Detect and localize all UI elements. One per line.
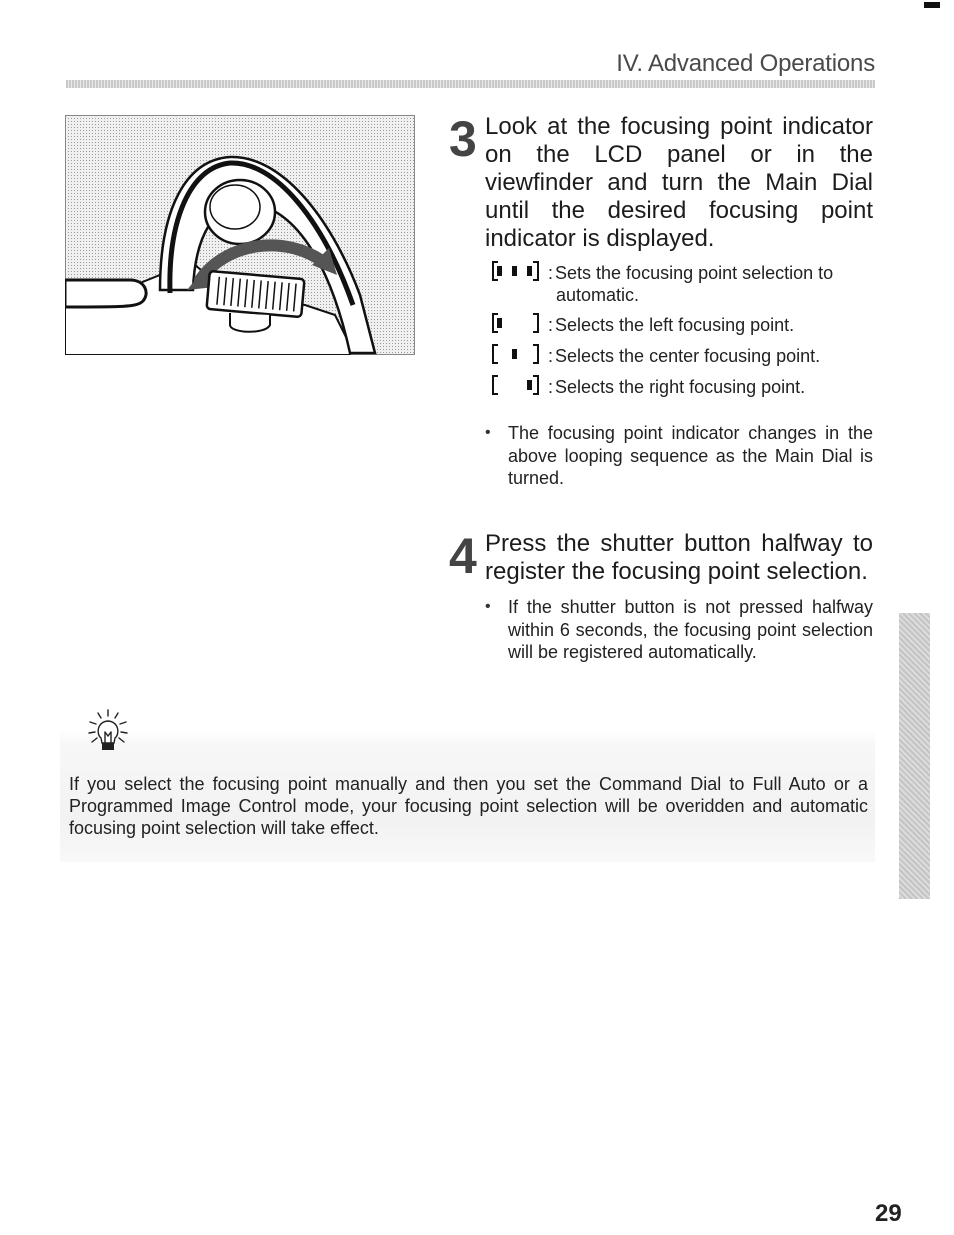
bracket-right xyxy=(533,262,538,280)
indicator-description: Selects the center focusing point. xyxy=(555,346,821,366)
section-title-rule xyxy=(66,80,875,88)
step-number-3: 3 xyxy=(449,111,477,167)
focus-point-mark xyxy=(497,318,502,328)
step-4-note: If the shutter button is not pressed halfway within 6 seconds, the focusing point selection will be registered automatically. xyxy=(508,597,873,662)
indicator-row-auto: : Sets the focusing point selection to automatic. xyxy=(491,258,881,310)
focus-point-mark xyxy=(512,266,517,276)
bracket-right xyxy=(533,345,538,363)
indicator-description: Sets the focusing point selection to automatic. xyxy=(555,263,834,305)
corner-registration-mark xyxy=(924,2,940,8)
indicator-description: Selects the left focusing point. xyxy=(555,315,795,335)
focusing-point-indicator-list xyxy=(491,258,881,403)
focus-point-mark xyxy=(512,349,517,359)
focus-point-mark xyxy=(527,266,532,276)
indicator-description: Selects the right focusing point. xyxy=(555,377,806,397)
lightbulb-icon xyxy=(86,708,130,754)
indicator-row-left: : Selects the left focusing point. xyxy=(491,310,881,341)
bracket-right xyxy=(533,314,538,332)
step-3-instruction: Look at the focusing point indicator on the LCD panel or in the viewfinder and turn the Main Dial until the desired focusing point indicator is displayed. xyxy=(485,113,873,252)
indicator-row-center: : Selects the center focusing point. xyxy=(491,341,881,372)
step-number-4: 4 xyxy=(449,528,477,584)
bracket-left xyxy=(493,345,498,363)
bullet-icon: • xyxy=(485,598,491,615)
focus-point-mark xyxy=(497,266,502,276)
section-title: IV. Advanced Operations xyxy=(616,50,875,77)
step-3-note: The focusing point indicator changes in the above looping sequence as the Main Dial is turned. xyxy=(508,423,873,488)
indicator-row-right: : Selects the right focusing point. xyxy=(491,372,881,403)
indicator-glyph-center-point xyxy=(491,343,543,365)
bracket-right xyxy=(533,376,538,394)
bracket-left xyxy=(493,376,498,394)
indicator-glyph-right-point xyxy=(491,374,543,396)
indicator-glyph-left-point xyxy=(491,312,543,334)
tip-text: If you select the focusing point manually and then you set the Command Dial to Full Auto or a Programmed Image Control mode, your focusing point selection will be overidden and automatic focusing point selection will take effect. xyxy=(69,774,868,838)
page-number: 29 xyxy=(875,1200,902,1227)
chapter-edge-tab xyxy=(899,613,930,899)
step-4-instruction: Press the shutter button halfway to register the focusing point selection. xyxy=(485,530,873,585)
indicator-glyph-all-points xyxy=(491,260,543,282)
focus-point-mark xyxy=(527,380,532,390)
main-dial-illustration xyxy=(65,115,415,355)
bullet-icon: • xyxy=(485,424,491,441)
